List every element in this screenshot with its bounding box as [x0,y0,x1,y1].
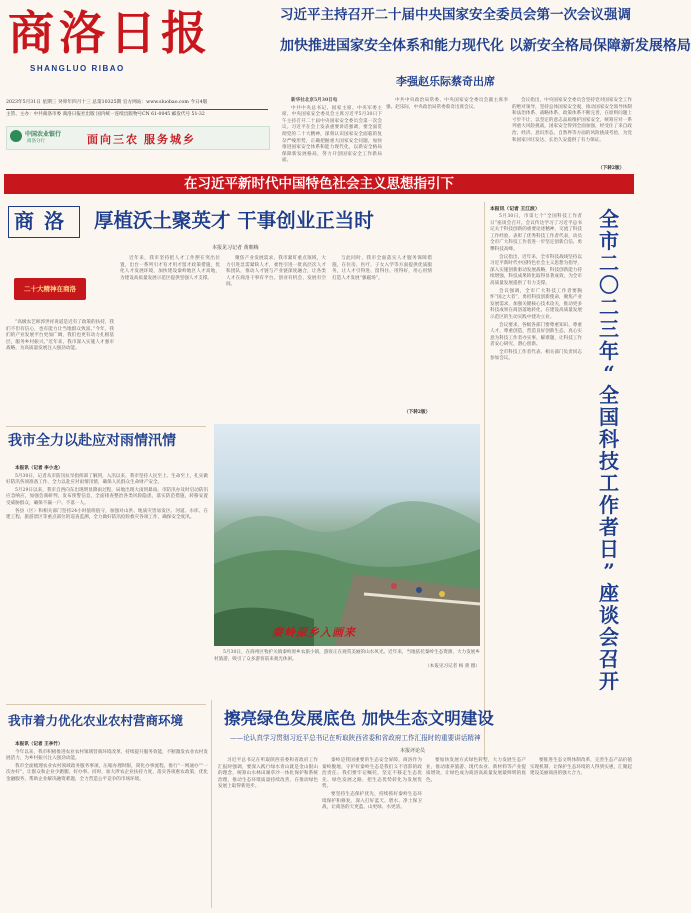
conference-headline-char: 三 [599,317,619,341]
bank-branch: 商洛分行 [27,138,45,143]
feature-col-4 [332,256,432,406]
bank-logo-icon [10,130,22,142]
conference-headline-char: 谈 [599,603,619,627]
top-story-body-3: 会议指出，中央国家安全委员会坚持党对国家安全工作的绝对领导，坚持总体国家安全观，推动国家安全领导体制和法治体系、战略体系、政策体系不断完善，在原则问题上寸步不让，以坚定的意志品质维护国家安全，统筹应对一系列重大风险挑战，国家安全得到全面加强，经受住了来自政治、经济、意识形态、自然界等方面的风险挑战考验，为党和国家兴旺发达、长治久安提供了有力保证。 [512,98,632,143]
conference-headline-char: 国 [599,405,619,429]
agri-headline: 我市着力优化农业农村营商环境 [8,713,184,728]
feature-title-place: 商洛 [14,209,74,233]
photo-credit: （本报见习记者 杨 蕾 摄） [425,664,480,670]
conference-headline-char: 座 [599,581,619,605]
photo-caption: 5月30日，在商州区牧护关镇秦岭原乡农旅小镇，游客正在观赏美丽的山水风光。近年来，当地依托秦岭生态资源，大力发展乡村旅游，吸引了众多游客前来观光休闲。 [214,650,480,662]
masthead-sponsor-line: 主管、主办：中共商洛市委 商洛日报社出版 国内统一连续出版物号CN 61-0045 邮发代号 51-32 [6,112,205,117]
bank-ad[interactable] [6,126,270,150]
drought-body-3: 各县（区）和相关部门坚持24小时值班值守，加强对山洪、地质灾害易发区、河道、水库、在建工程、旅游景区等重点部位的巡查监测，全力做好防汛抢险救灾各项工作，确保安全度汛。 [6,508,208,521]
agri-rule [6,704,206,705]
agri-body-1: 今年以来，我市积极推进农业农村领域营商环境改革，持续提升服务效能，不断激发农业农村发展活力，为乡村振兴注入强劲动能。 [6,749,208,762]
conference-headline-char: 开 [599,669,619,693]
drought-byline: 本报讯（记者 李小龙） [15,466,63,471]
feature-logo-text: 二十大精神在商洛 [24,285,76,293]
commentary-col-3 [426,758,526,908]
conference-headline-char: 者 [599,515,619,539]
photo[interactable] [214,424,480,646]
commentary-byline: 本报评论员 [400,748,426,754]
masthead-title: 商洛日报 [8,6,212,60]
drought-headline: 我市全力以赴应对雨情汛情 [8,433,176,449]
theme-banner [4,174,634,194]
feature-body-3: 聚焦产业发展需求，我市紧盯重点领域，大力引进急需紧缺人才，柔性引进一批高层次人才和团队，推动人才链与产业链深度融合，让各类人才在商洛干事有平台、创业有机会、发展有空间。 [226,256,326,288]
agri-body-2: 我市全面梳理农业农村领域政务服务事项，压缩办理时限，简化办事流程，推行“一网通办”“一次办好”，让群众和企业少跑腿、好办事。同时，加大涉农企业扶持力度，落实各项惠农政策，优化金融服务，帮助企业解决融资难题，全力营造公平竞争的市场环境。 [6,763,208,782]
commentary-headline: 擦亮绿色发展底色 加快生态文明建设 [224,709,494,728]
top-story-continued[interactable]: （下转2版） [598,166,625,171]
agri-byline: 本报讯（记者 王李竹） [15,742,63,747]
masthead-date-line: 2023年5月31日 星期三 癸卯年四月十三 总第10325期 官方网站：www.sluobao.com 今日4版 [6,100,208,105]
top-story-col-1 [282,98,382,172]
drought-body-2: 5月29日以来，我市自西向东出现明显降雨过程，局地出现大雨到暴雨。市防汛办及时启动防汛应急响应，加强会商研判，发布预警信息，全面排查整治各类风险隐患，落实防范措施，转移安置受威胁群众，确保不漏一户、不落一人。 [6,487,208,506]
conference-body-3: 会议强调，全市广大科技工作者要胸怀“国之大者”，勇担科技创新使命，聚焦产业发展需求，加强关键核心技术攻关，推动更多科技成果在商洛落地转化，在建设高质量发展示范区的生动实践中建功立业。 [490,288,582,320]
commentary-body-1: 习近平总书记在听取陕西省委和省政府工作汇报时强调，要深入践行绿水青山就是金山银山的理念，统筹山水林田湖草沙一体化保护和系统治理，推动生态环境质量持续改善，在推动绿色发展上取得新进步。 [218,758,318,790]
conference-body-4: 会议要求，各级各部门要尊重知识、尊重人才、尊重创造，营造良好创新生态，真心实意为科技工作者办实事、解难题，让科技工作者安心研究、潜心创新。 [490,322,582,348]
conference-headline-char: 科 [599,427,619,451]
commentary-col-2 [322,758,422,908]
bank-name: 中国农业银行 [25,132,62,138]
conference-byline: 本报讯（记者 王江波） [490,206,540,212]
feature-headline: 厚植沃土聚英才 干事创业正当时 [94,209,374,232]
conference-headline-char: 〇 [599,273,619,297]
conference-headline-char: 会 [599,625,619,649]
feature-logo [14,278,86,300]
commentary-body-5: 要推进生态文明体制改革，完善生态产品价值实现机制，让保护生态环境的人得到实惠，汇聚起建设美丽商洛的强大合力。 [530,758,632,777]
conference-headline [586,208,632,698]
theme-banner-text: 在习近平新时代中国特色社会主义思想指引下 [184,176,454,192]
conference-headline-char: 日 [599,537,619,561]
conference-headline-char: “ [603,361,615,385]
feature-continued[interactable]: （下转2版） [404,410,431,415]
top-story-body-1: 中共中央总书记、国家主席、中央军委主席、中央国家安全委员会主席习近平5月30日下午主持召开二十届中央国家安全委员会第一次会议。习近平在会上发表重要讲话强调，要全面贯彻党的二十大精神，深刻认识国家安全面临的复杂严峻形势，正确把握重大国家安全问题，加快推进国家安全体系和能力现代化，以新安全格局保障新发展格局，努力开创国家安全工作新局面。 [282,105,382,164]
top-story-col-3 [512,98,632,166]
feature-col-1 [6,320,114,416]
feature-body-4: 与此同时，我市全面落实人才服务保障措施，在住房、医疗、子女入学等方面提供优质服务，让人才引得进、留得住、用得好，用心用情打造人才发展“强磁场”。 [332,256,432,281]
photo-caption-title: 秦岭原乡入画来 [272,626,356,639]
commentary-divider [211,700,212,908]
feature-body-1: “高级农艺师郭世祥说道是近有了政策的扶持，我们不但有信心，也有能力让当地群众致富。”今年，我们的产业发展平台更加广阔，我们也更有动力扎根基层，服务乡村振兴。”近年来，我市深入实施人才强市战略，为高质量发展注入强劲动能。 [6,320,114,352]
photo-caption-col [214,650,480,690]
conference-headline-char: 二 [599,295,619,319]
conference-headline-chars [586,208,632,692]
feature-divider [484,202,485,760]
feature-byline: 本报见习记者 黄朝梅 [212,245,259,251]
conference-headline-char: 工 [599,471,619,495]
drought-col [6,466,208,698]
conference-headline-char: 全 [599,207,619,231]
feature-col-2 [120,256,220,416]
feature-col-3 [226,256,326,416]
masthead-pinyin: SHANGLUO RIBAO [30,64,125,73]
commentary-col-1 [218,758,318,908]
top-story-body-2: 中共中央政治局常委、中央国家安全委员会副主席李强、赵乐际，中央政治局常委蔡奇出席会议。 [386,98,508,110]
conference-body-5: 全市科技工作者代表、相关部门负责同志参加会议。 [490,349,582,362]
top-story-headline: 加快推进国家安全体系和能力现代化 以新安全格局保障新发展格局 [280,38,691,54]
conference-headline-char: 技 [599,449,619,473]
conference-headline-char: 召 [599,647,619,671]
conference-headline-char: 市 [599,229,619,253]
conference-body-2: 会议指出，近年来，全市科技战线坚持以习近平新时代中国特色社会主义思想为指导，深入实施创新驱动发展战略，科技创新能力持续增强，科技成果转化取得显著成效，为全市高质量发展提供了有力支撑。 [490,254,582,286]
top-story-sub: 李强赵乐际蔡奇出席 [396,75,495,88]
commentary-body-4: 要加快发展方式绿色转型，大力发展生态产业，推动康养旅游、现代农业、新材料等产业提质增效，让绿色成为商洛高质量发展最鲜明的底色。 [426,758,526,783]
commentary-body-3: 要坚持生态保护优先，持续抓好秦岭生态环境保护和修复，深入打好蓝天、碧水、净土保卫战，让商洛的天更蓝、山更绿、水更清。 [322,791,422,811]
top-story-kicker: 习近平主持召开二十届中央国家安全委员会第一次会议强调 [280,7,631,23]
top-story-col-2 [386,98,508,172]
masthead-rule [6,109,268,110]
conference-headline-char: ” [603,559,615,583]
feature-body-2: 近年来，我市坚持把人才工作摆在突出位置，出台一系列引才育才用才留才政策措施，优化人才发展环境，加快建设秦岭地区人才高地，为建设高质量发展示范区提供坚强人才支撑。 [120,256,220,281]
photo-scene [214,424,480,646]
bank-slogan: 面向三农 服务城乡 [87,134,197,146]
drought-rule [6,426,206,427]
conference-headline-char: 全 [599,383,619,407]
agri-col [6,742,208,908]
commentary-subheadline: ——论认真学习贯彻习近平总书记在听取陕西省委和省政府工作汇报时的重要讲话精神 [230,734,481,742]
commentary-body-2: 秦岭是我国重要的生态安全屏障，商洛作为秦岭腹地，守护好秦岭生态是我们义不容辞的政治责任。我们要牢记嘱托，坚定不移走生态优先、绿色发展之路，把生态优势转化为发展优势。 [322,758,422,790]
conference-headline-char: 作 [599,493,619,517]
conference-headline-char: 二 [599,251,619,275]
conference-body-1: 5月30日，市第七个“全国科技工作者日”座谈会召开。会议传达学习了习近平总书记关于科技创新的重要论述精神，交流了科技工作经验，表彰了优秀科技工作者代表，动员全市广大科技工作者进一步坚定创新自信、勇攀科技高峰。 [490,214,582,252]
drought-body-1: 5月30日，记者从市防汛抗旱指挥部了解到，入汛以来，我市坚持人民至上、生命至上，扎实做好防汛各项准备工作，全力以赴应对雨情汛情，确保人民群众生命财产安全。 [6,473,208,486]
commentary-col-4 [530,758,632,908]
conference-col [490,214,582,756]
top-story-dateline: 新华社北京5月30日电 [291,98,338,103]
conference-headline-char: 年 [599,339,619,363]
